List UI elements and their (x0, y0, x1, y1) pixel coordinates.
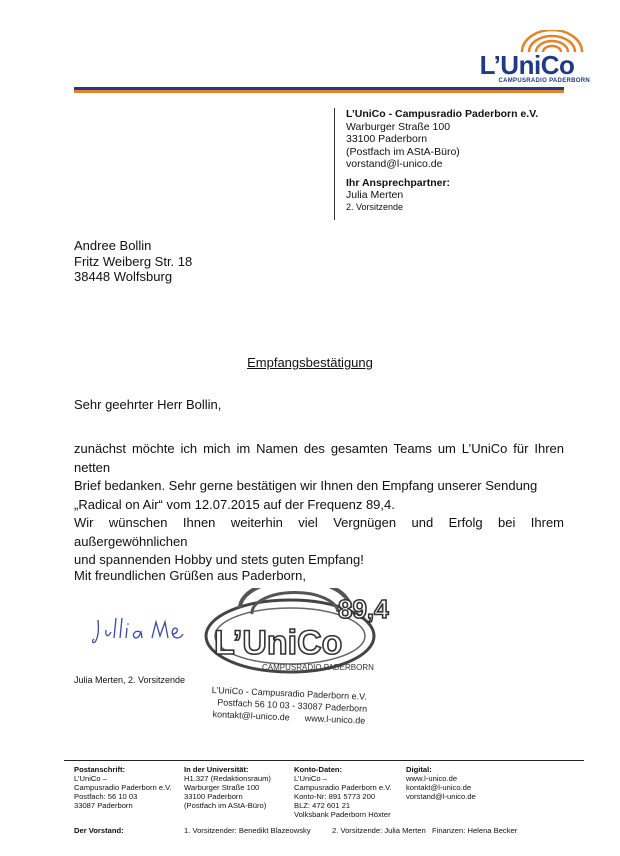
stamp-name: L’UniCo (214, 624, 343, 662)
stamp-address (210, 684, 368, 727)
footer-line: 33087 Paderborn (74, 801, 133, 810)
footer-postal (74, 765, 172, 810)
footer-line: Konto-Nr: 891 5773 200 (294, 792, 376, 801)
closing: Mit freundlichen Grüßen aus Paderborn, (74, 568, 306, 583)
contact-person (346, 177, 450, 213)
unico-logo (462, 30, 592, 92)
sender-address (346, 108, 538, 171)
sender-city: 33100 Paderborn (346, 133, 428, 145)
stamp-address-line: kontakt@l-unico.de www.l-unico.de (212, 709, 366, 726)
stamp-frequency: 89,4 (338, 594, 389, 624)
footer-bank (294, 765, 392, 819)
footer-title: Digital: (406, 765, 432, 774)
letter-subject: Empfangsbestätigung (247, 355, 373, 370)
body-line: Brief bedanken. Sehr gerne bestätigen wir Ihnen den Empfang unserer Sendung (74, 478, 538, 493)
body-line: und spannenden Hobby und stets guten Empfang! (74, 552, 364, 567)
recipient-street: Fritz Weiberg Str. 18 (74, 253, 193, 269)
footer-line: 33100 Paderborn (184, 792, 243, 801)
board-label: Der Vorstand: (74, 826, 124, 835)
footer-line: Volksbank Paderborn Höxter (294, 810, 391, 819)
footer-rule (64, 760, 584, 761)
contact-name: Julia Merten (346, 189, 404, 201)
contact-role: 2. Vorsitzende (346, 202, 404, 212)
board-member: 1. Vorsitzender: Benedikt Blazeowsky (184, 826, 311, 835)
stamp-address-line: L’UniCo - Campusradio Paderborn e.V. (211, 684, 368, 702)
sender-note: (Postfach im AStA-Büro) (346, 145, 460, 158)
footer-line: H1.327 (Redaktionsraum) (184, 774, 271, 783)
sender-divider (334, 108, 335, 220)
body-line: „Radical on Air“ vom 12.07.2015 auf der Frequenz 89,4. (74, 496, 395, 512)
handwritten-signature (92, 612, 204, 652)
footer-title: Konto-Daten: (294, 765, 343, 774)
footer-line: BLZ: 472 601 21 (294, 801, 351, 810)
recipient-name: Andree Bollin (74, 238, 152, 253)
stamp-address-line: Postfach 56 10 03 - 33087 Paderborn (216, 697, 368, 714)
footer-digital (406, 765, 476, 801)
header-rule-orange (74, 90, 564, 93)
footer-line: (Postfach im AStA-Büro) (184, 801, 267, 810)
letter-body (74, 440, 564, 570)
footer-board-email-link[interactable]: vorstand@l-unico.de (406, 792, 476, 801)
contact-label: Ihr Ansprechpartner: (346, 177, 451, 189)
footer-line: Warburger Straße 100 (184, 783, 260, 792)
footer-university (184, 765, 271, 810)
salutation: Sehr geehrter Herr Bollin, (74, 397, 222, 412)
recipient-address (74, 238, 192, 285)
body-line: zunächst möchte ich mich im Namen des gesamten Teams um L’UniCo für Ihren netten (74, 441, 564, 475)
footer-contact-email-link[interactable]: kontakt@l-unico.de (406, 783, 472, 792)
footer-line: L’UniCo – (74, 774, 107, 783)
logo-subtitle: CAMPUSRADIO PADERBORN (498, 78, 590, 84)
board-member: Finanzen: Helena Becker (432, 826, 518, 835)
footer-title: Postanschrift: (74, 765, 126, 774)
sender-street: Warburger Straße 100 (346, 120, 451, 133)
footer-line: L’UniCo – (294, 774, 327, 783)
sender-email: vorstand@l-unico.de (346, 158, 443, 170)
footer-line: Campusradio Paderborn e.V. (74, 783, 172, 792)
stamp-subtitle: CAMPUSRADIO PADERBORN (262, 663, 374, 672)
footer-website-link[interactable]: www.l-unico.de (406, 774, 458, 783)
footer-line: Campusradio Paderborn e.V. (294, 783, 392, 792)
signer-name: Julia Merten, 2. Vorsitzende (74, 675, 186, 685)
unico-stamp (200, 588, 400, 676)
recipient-city: 38448 Wolfsburg (74, 269, 173, 284)
sender-name: L’UniCo - Campusradio Paderborn e.V. (346, 108, 539, 120)
footer-line: Postfach: 56 10 03 (74, 792, 138, 801)
logo-wordmark: L’UniCo (479, 50, 575, 80)
board-member: 2. Vorsitzende: Julia Merten (332, 826, 426, 835)
footer-title: In der Universität: (184, 765, 249, 774)
body-line: Wir wünschen Ihnen weiterhin viel Vergnügen und Erfolg bei Ihrem außergewöhnlichen (74, 515, 564, 549)
